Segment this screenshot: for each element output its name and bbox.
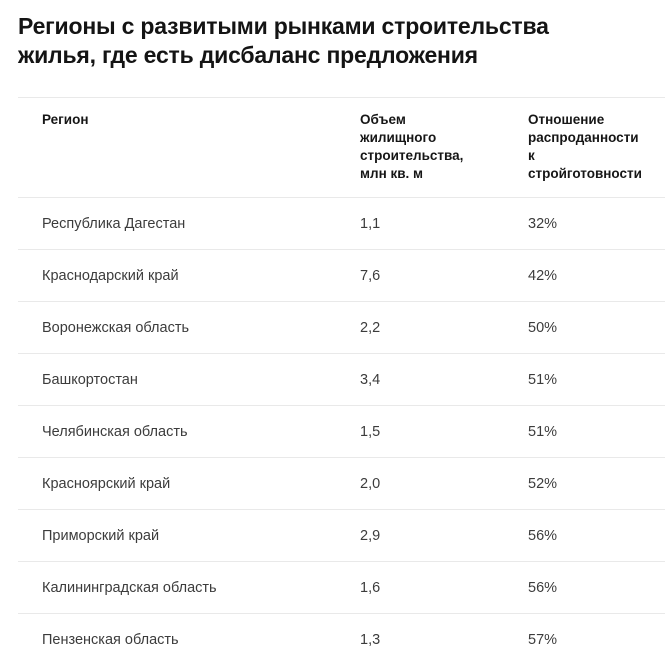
volume-cell: 1,1 <box>360 215 381 232</box>
column-header-ratio: Отношение распроданности к стройготовности <box>528 112 642 181</box>
table-row <box>18 353 665 405</box>
region-cell: Красноярский край <box>42 475 171 492</box>
volume-cell: 2,9 <box>360 527 381 544</box>
table-header-row <box>18 97 665 197</box>
region-cell: Воронежская область <box>42 319 190 336</box>
ratio-cell: 51% <box>528 423 558 440</box>
table-row <box>18 405 665 457</box>
ratio-cell: 42% <box>528 267 558 284</box>
page-title: Регионы с развитыми рынками строительства жилья, где есть дисбаланс предложения <box>18 13 549 68</box>
region-cell: Пензенская область <box>42 631 179 648</box>
column-header-volume: Объем жилищного строительства, млн кв. м <box>360 112 464 181</box>
regions-table <box>18 97 665 663</box>
ratio-cell: 52% <box>528 475 558 492</box>
volume-cell: 1,6 <box>360 579 381 596</box>
volume-cell: 1,3 <box>360 631 381 648</box>
table-row <box>18 613 665 663</box>
volume-cell: 7,6 <box>360 267 381 284</box>
ratio-cell: 56% <box>528 527 558 544</box>
region-cell: Краснодарский край <box>42 267 179 284</box>
table-row <box>18 249 665 301</box>
region-cell: Челябинская область <box>42 423 188 440</box>
volume-cell: 2,0 <box>360 475 381 492</box>
table-row <box>18 561 665 613</box>
region-cell: Калининградская область <box>42 579 217 596</box>
table-row <box>18 509 665 561</box>
ratio-cell: 50% <box>528 319 558 336</box>
ratio-cell: 51% <box>528 371 558 388</box>
volume-cell: 2,2 <box>360 319 381 336</box>
table-row <box>18 301 665 353</box>
region-cell: Башкортостан <box>42 371 138 388</box>
ratio-cell: 57% <box>528 631 558 648</box>
ratio-cell: 56% <box>528 579 558 596</box>
region-cell: Приморский край <box>42 527 160 544</box>
region-cell: Республика Дагестан <box>42 215 186 232</box>
volume-cell: 3,4 <box>360 371 381 388</box>
volume-cell: 1,5 <box>360 423 381 440</box>
column-header-region: Регион <box>42 112 89 127</box>
table-row <box>18 197 665 249</box>
ratio-cell: 32% <box>528 215 558 232</box>
table-row <box>18 457 665 509</box>
